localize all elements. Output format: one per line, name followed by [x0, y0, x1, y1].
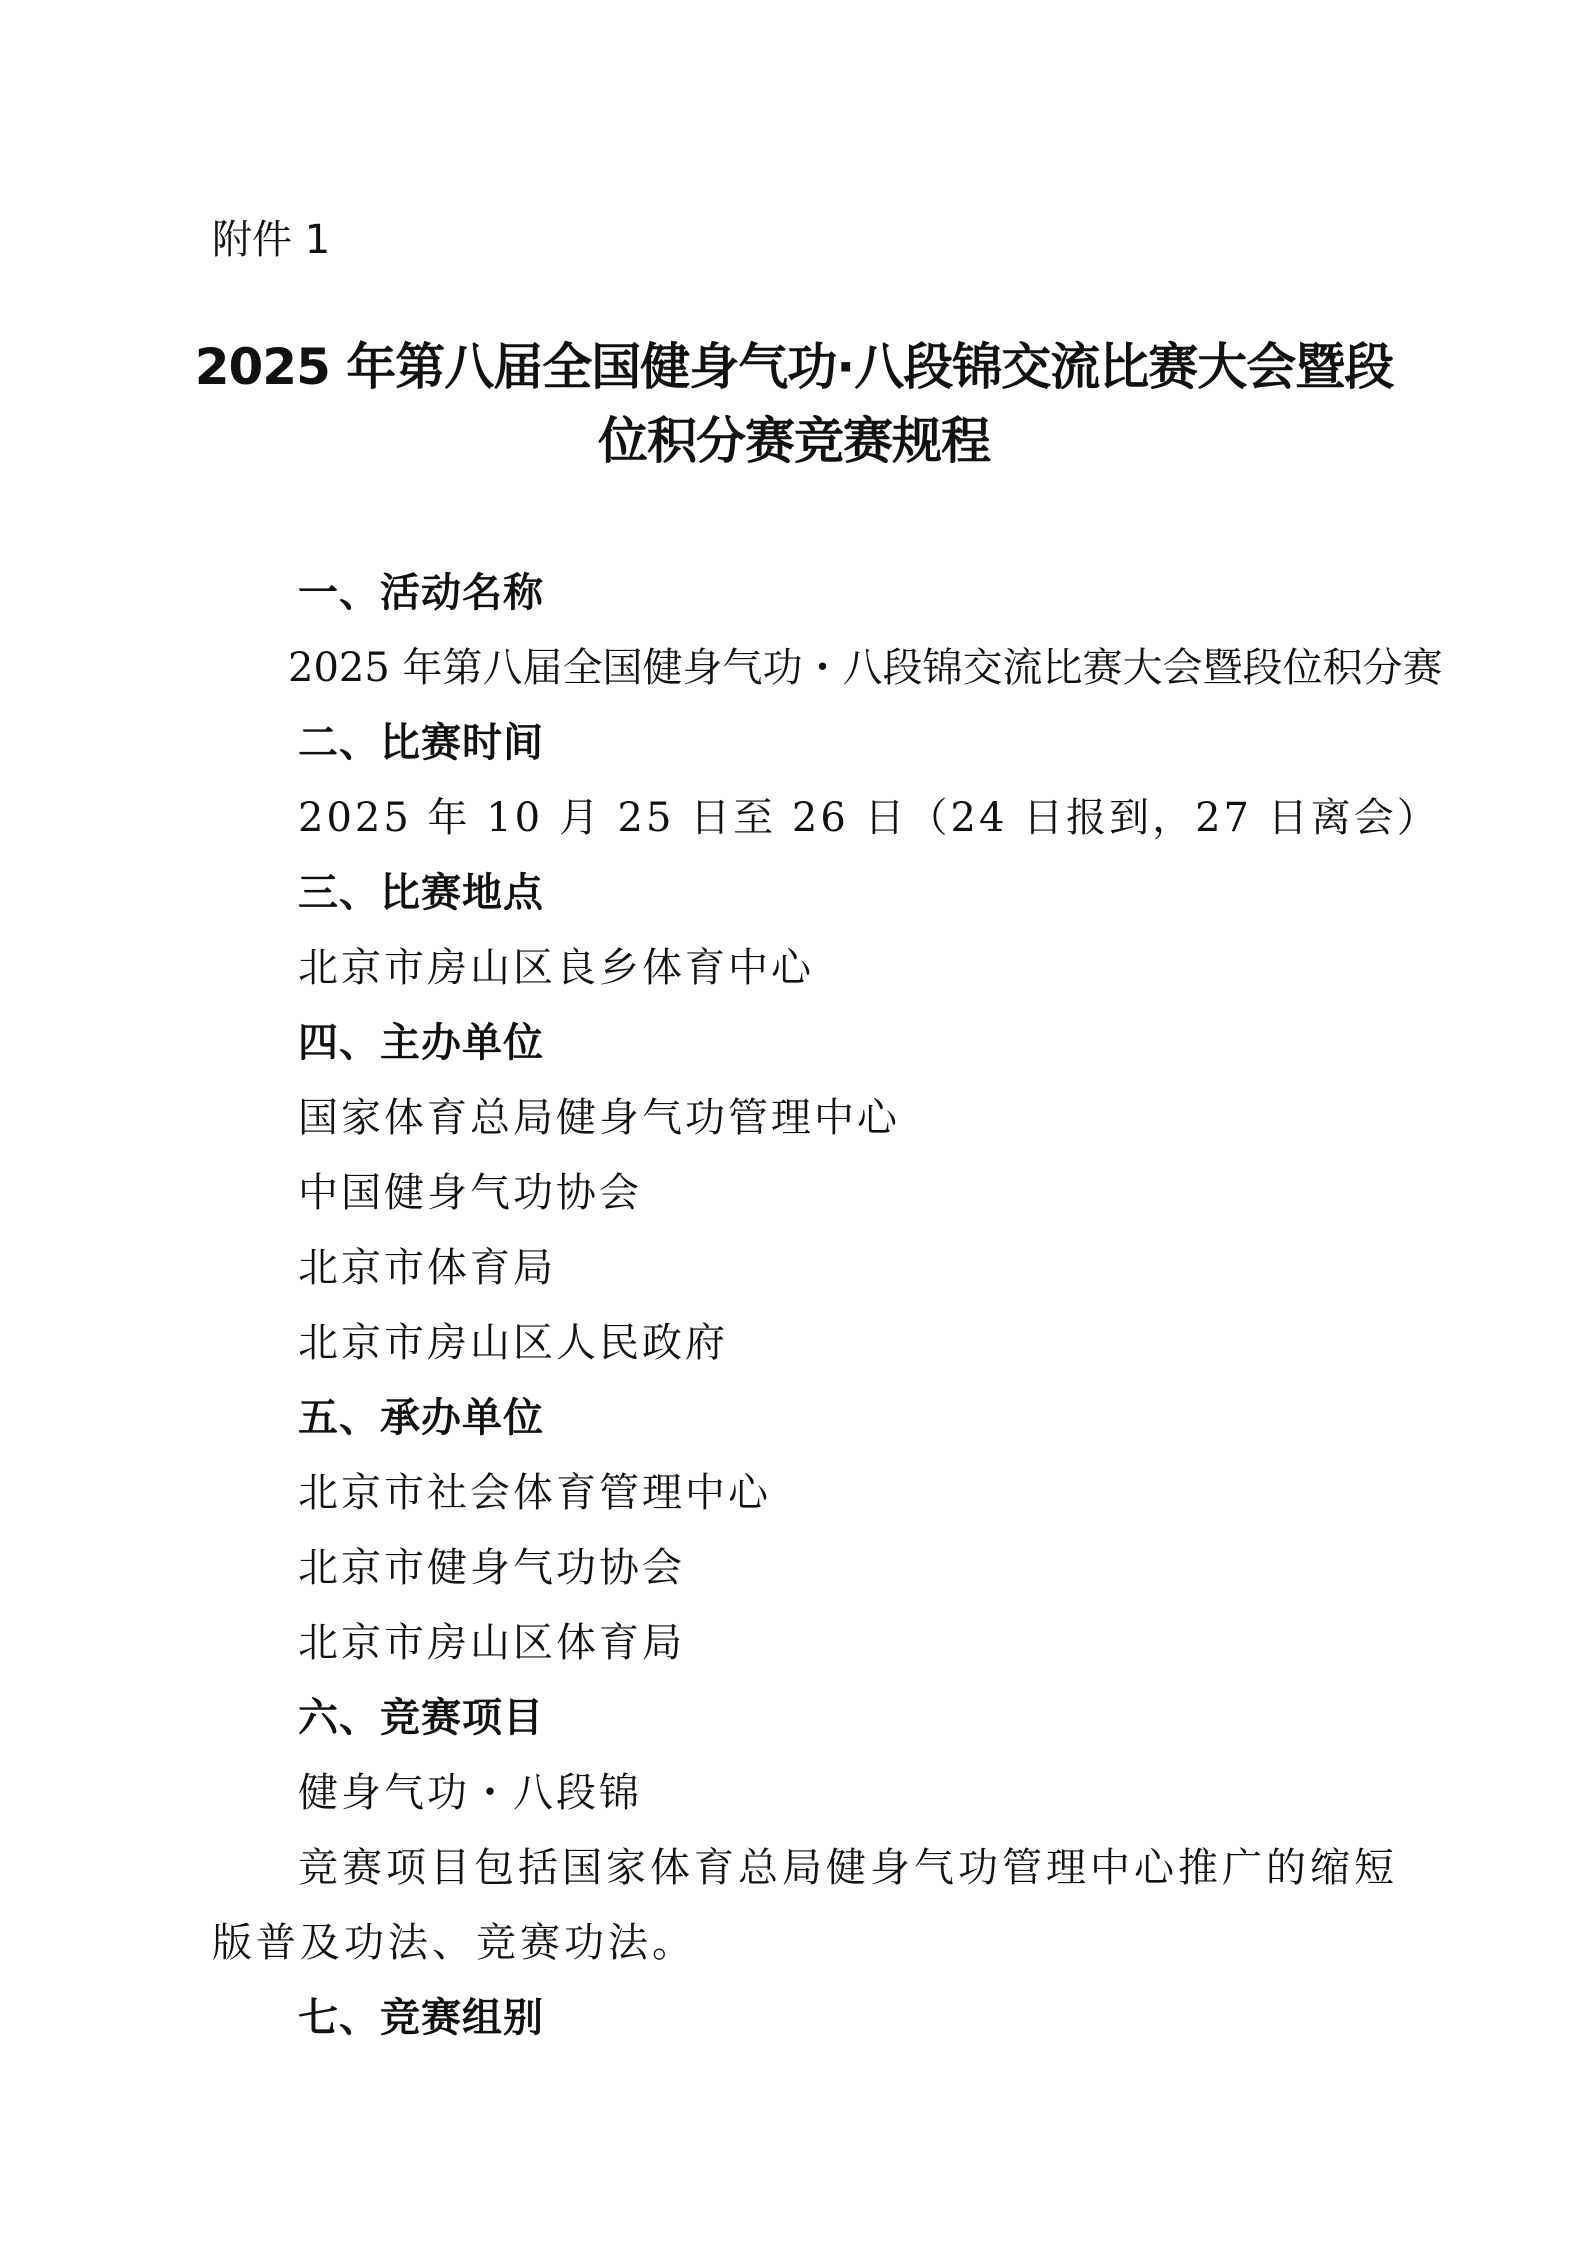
organizer-item: 北京市房山区人民政府 — [298, 1320, 728, 1366]
section-content-venue: 北京市房山区良乡体育中心 — [298, 945, 814, 991]
host-item: 北京市房山区体育局 — [298, 1620, 685, 1666]
section-content-event-name: 2025 年第八届全国健身气功・八段锦交流比赛大会暨段位积分赛 — [288, 645, 1443, 691]
section-heading-events: 六、竞赛项目 — [298, 1695, 544, 1741]
section-heading-organizers: 四、主办单位 — [298, 1020, 544, 1066]
document-body — [212, 556, 1443, 2056]
section-heading-groups: 七、竞赛组别 — [298, 1995, 544, 2041]
section-content-events: 健身气功・八段锦 — [298, 1770, 642, 1816]
section-heading-competition-time: 二、比赛时间 — [298, 720, 544, 766]
document-title-line-1: 2025 年第八届全国健身气功·八段锦交流比赛大会暨段 — [194, 338, 1394, 396]
attachment-label: 附件 1 — [212, 217, 331, 263]
host-item: 北京市社会体育管理中心 — [298, 1470, 771, 1516]
events-description-paragraph: 竞赛项目包括国家体育总局健身气功管理中心推广的缩短版普及功法、竞赛功法。 — [212, 1845, 1398, 1966]
organizer-item: 国家体育总局健身气功管理中心 — [298, 1095, 900, 1141]
section-heading-event-name: 一、活动名称 — [298, 570, 544, 616]
host-item: 北京市健身气功协会 — [298, 1545, 685, 1591]
document-title-line-2: 位积分赛竞赛规程 — [598, 412, 990, 470]
section-content-competition-time: 2025 年 10 月 25 日至 26 日（24 日报到，27 日离会） — [298, 795, 1440, 841]
organizer-item: 北京市体育局 — [298, 1245, 556, 1291]
section-heading-hosts: 五、承办单位 — [298, 1395, 544, 1441]
organizer-item: 中国健身气功协会 — [298, 1170, 642, 1216]
section-heading-venue: 三、比赛地点 — [298, 870, 544, 916]
